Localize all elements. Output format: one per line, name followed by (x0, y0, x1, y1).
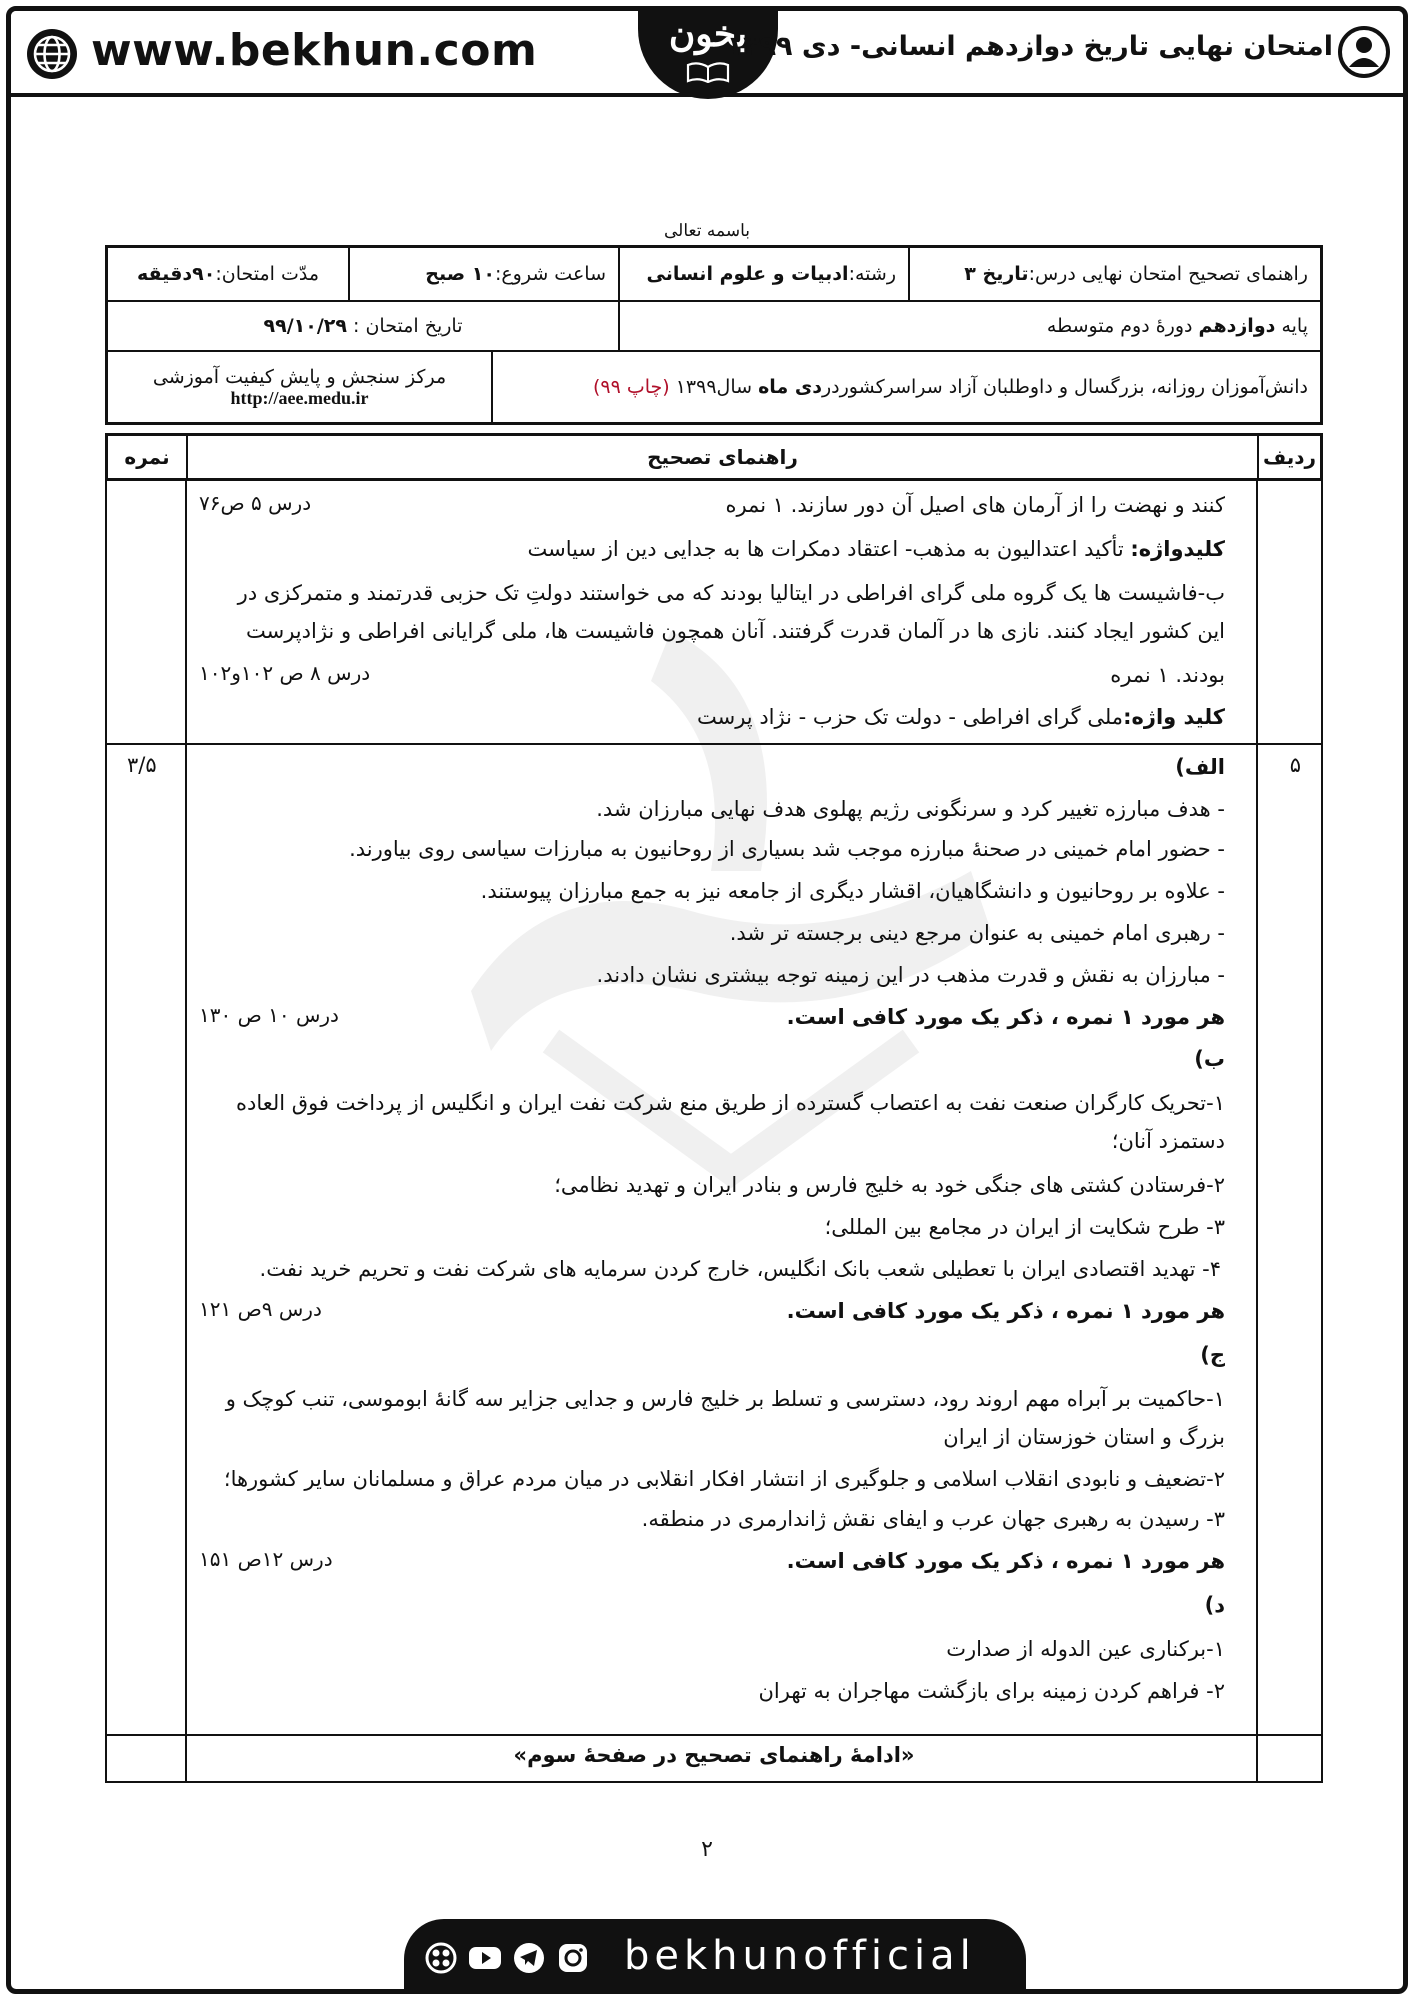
scoring-note: هر مورد ۱ نمره ، ذکر یک مورد کافی است. (786, 1005, 1225, 1029)
exam-date: ۹۹/۱۰/۲۹ (263, 315, 347, 337)
lesson-reference: درس ۱۰ ص ۱۳۰ (199, 1003, 339, 1027)
page-heading: باسمه تعالی (664, 221, 750, 241)
list-item: ۴- تهدید اقتصادی ایران با تعطیلی شعب بانک انگلیس، خارج کردن سرمایه های شرکت نفت و تحریم خرید نفت. (259, 1257, 1221, 1281)
print-tag: (چاپ ۹۹) (592, 376, 670, 398)
social-bar (404, 1919, 1026, 1994)
exam-date-cell: تاریخ امتحان : ۹۹/۱۰/۲۹ (263, 315, 463, 337)
question-score: ۳/۵ (127, 753, 157, 777)
list-item: - هدف مبارزه تغییر کرد و سرنگونی رژیم پهلوی هدف نهایی مبارزان شد. (596, 797, 1225, 821)
lesson-reference: درس ۸ ص ۱۰۲و۱۰۲ (199, 661, 371, 685)
center-name: مرکز سنجش و پایش کیفیت آموزشی (152, 365, 447, 388)
user-icon (1337, 25, 1391, 79)
column-header-row (105, 433, 1323, 481)
answer-line: بودند. ۱ نمره (1110, 663, 1225, 687)
part-c-label: ج) (1200, 1343, 1225, 1367)
duration: ۹۰دقیقه (136, 263, 216, 285)
social-handle[interactable]: bekhunofficial (624, 1933, 976, 1979)
exam-info-table (105, 245, 1323, 425)
continuation-note: «ادامۀ راهنمای تصحیح در صفحۀ سوم» (513, 1743, 915, 1767)
part-d-label: د) (1204, 1593, 1225, 1617)
part-b-label: ب) (1194, 1047, 1225, 1071)
list-item: ۱-حاکمیت بر آبراه مهم اروند رود، دسترسی و تسلط بر خلیج فارس و جدایی جزایر سه گانۀ ابوموسی، تنب کوچک و (225, 1387, 1225, 1411)
list-item: ۳- رسیدن به رهبری جهان عرب و ایفای نقش ژاندارمری در منطقه. (641, 1507, 1225, 1531)
list-item: ۳- طرح شکایت از ایران در مجامع بین المللی؛ (824, 1215, 1225, 1239)
exam-month: دی ماه (758, 376, 822, 398)
telegram-icon[interactable] (512, 1941, 546, 1975)
lesson-reference: درس ۹ص ۱۲۱ (199, 1297, 322, 1321)
page-number: ۲ (701, 1837, 713, 1862)
row-number: ۵ (1289, 753, 1301, 777)
logo-text: بخون (668, 13, 748, 55)
field-name: ادبیات و علوم انسانی (646, 263, 849, 285)
list-item: ۲-فرستادن کشتی های جنگی خود به خلیج فارس و بنادر ایران و تهدید نظامی؛ (554, 1173, 1225, 1197)
course-name: تاریخ ۳ (964, 263, 1029, 285)
col-row-header: ردیف (1257, 436, 1320, 478)
keyword-line: کلید واژه:ملی گرای افراطی - دولت تک حزب - نژاد پرست (697, 705, 1225, 729)
book-icon (686, 61, 730, 83)
start-time-cell: ساعت شروع: ۱۰ صبح (348, 248, 618, 300)
center-url[interactable]: http://aee.medu.ir (230, 387, 369, 408)
list-item: دستمزد آنان؛ (1111, 1129, 1225, 1153)
list-item: - علاوه بر روحانیون و دانشگاهیان، اقشار دیگری از جامعه نیز به جمع مبارزان پیوستند. (480, 879, 1225, 903)
instagram-icon[interactable] (556, 1941, 590, 1975)
globe-icon (25, 27, 79, 81)
answer-line: کنند و نهضت را از آرمان های اصیل آن دور سازند. ۱ نمره (725, 493, 1225, 517)
youtube-icon[interactable] (468, 1941, 502, 1975)
lesson-reference: درس ۵ ص۷۶ (199, 491, 312, 515)
field-cell: رشته: ادبیات و علوم انسانی (618, 248, 908, 300)
info-row-2 (108, 302, 1320, 352)
start-time: ۱۰ صبح (425, 263, 495, 285)
duration-cell: مدّت امتحان: ۹۰دقیقه (136, 263, 320, 285)
answer-line: ب-فاشیست ها یک گروه ملی گرای افراطی در ایتالیا بودند که می خواستند دولتِ تک حزبی قدرتمند و متمرکزی در (237, 581, 1225, 605)
aparat-icon[interactable] (424, 1941, 458, 1975)
grade-cell: پایه دوازدهم دورۀ دوم متوسطه (618, 302, 1320, 350)
answer-line: این کشور ایجاد کنند. نازی ها در آلمان قدرت گرفتند. آنان همچون فاشیست ها، ملی گرایانی افراطی و نژادپرست (246, 619, 1225, 643)
exam-title: امتحان نهایی تاریخ دوازدهم انسانی- دی ۱۳۹۹ (726, 31, 1333, 62)
list-item: - مبارزان به نقش و قدرت مذهب در این زمینه توجه بیشتری نشان دادند. (596, 963, 1225, 987)
keyword-line: کلیدواژه: تأکید اعتدالیون به مذهب- اعتقاد دمکرات ها به جدایی دین از سیاست (527, 537, 1225, 561)
col-guide-header: راهنمای تصحیح (186, 436, 1257, 478)
top-bar (11, 11, 1403, 97)
lesson-reference: درس ۱۲ص ۱۵۱ (199, 1547, 333, 1571)
list-item: ۲- فراهم کردن زمینه برای بازگشت مهاجران به تهران (758, 1679, 1225, 1703)
info-row-1 (108, 248, 1320, 302)
scoring-note: هر مورد ۱ نمره ، ذکر یک مورد کافی است. (786, 1299, 1225, 1323)
answer-table (105, 481, 1323, 1783)
list-item: بزرگ و استان خوزستان از ایران (943, 1425, 1225, 1449)
list-item: - رهبری امام خمینی به عنوان مرجع دینی برجسته تر شد. (729, 921, 1225, 945)
grade: دوازدهم (1198, 315, 1276, 337)
list-item: - حضور امام خمینی در صحنۀ مبارزه موجب شد بسیاری از روحانیون به مبارزات سیاسی روی بیاورند. (349, 837, 1225, 861)
list-item: ۲-تضعیف و نابودی انقلاب اسلامی و جلوگیری از انتشار افکار انقلابی در میان مردم عراق و مسلمانان سایر کشورها؛ (223, 1467, 1225, 1491)
course-cell: راهنمای تصحیح امتحان نهایی درس: تاریخ ۳ (908, 248, 1320, 300)
site-url[interactable]: www.bekhun.com (91, 25, 538, 76)
students-cell: دانش‌آموزان روزانه، بزرگسال و داوطلبان آزاد سراسرکشوردر دی ماه سال۱۳۹۹ (چاپ ۹۹) (491, 352, 1320, 422)
info-row-3 (108, 352, 1320, 422)
list-item: ۱-تحریک کارگران صنعت نفت به اعتصاب گسترده از طریق منع شرکت نفت ایران و انگلیس از پرداخت فوق العاده (235, 1091, 1225, 1115)
center-cell (108, 352, 491, 422)
part-a-label: الف) (1175, 755, 1225, 779)
col-score-header: نمره (124, 445, 170, 469)
scoring-note: هر مورد ۱ نمره ، ذکر یک مورد کافی است. (786, 1549, 1225, 1573)
page-frame (6, 6, 1408, 1994)
list-item: ۱-برکناری عین الدوله از صدارت (946, 1637, 1225, 1661)
